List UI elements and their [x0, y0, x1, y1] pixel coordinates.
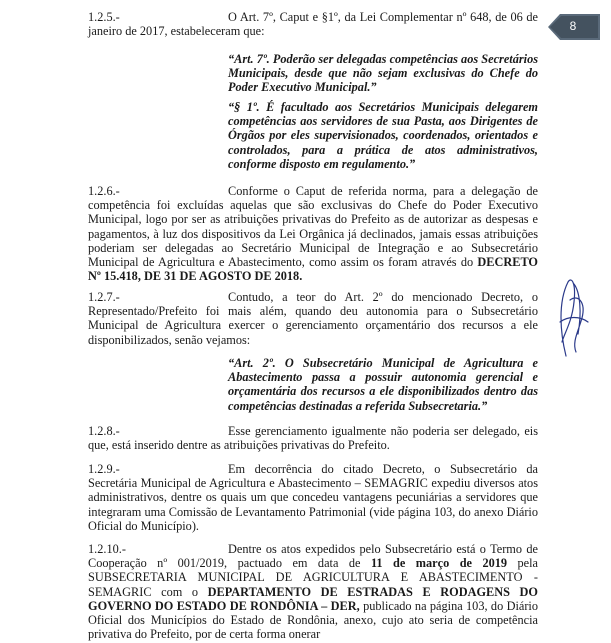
- section-text: Conforme o Caput de referida norma, para a delegação de competência foi excluídas aquelas que são exclusivas do Chefe do Poder Executivo Municipal, logo por ser as atribuições privativas do Prefeito as de autorizar as despesas e pagamentos, à luz dos dispositivos da Lei Orgânica já declinados, jamais essas atribuições poderiam ser delegadas ao Secretário Municipal de Integração e ao Subsecretário Municipal de Agricultura e Abastecimento, como assim os foram através do: [88, 184, 538, 270]
- section-1-2-8: [88, 424, 538, 452]
- section-1-2-7: [88, 290, 538, 347]
- section-1-2-5: [88, 10, 538, 38]
- page-number-tab: [548, 14, 600, 40]
- section-number: 1.2.9.-: [88, 462, 120, 476]
- section-number: 1.2.5.-: [88, 10, 120, 24]
- section-text: Em decorrência do citado Decreto, o Subsecretário da Secretária Municipal de Agricultura e Abastecimento – SEMAGRIC expediu diversos atos administrativos, dentre os quais um que concedeu vantagens pecuniárias a servidores que integraram uma Comissão de Levantamento Patrimonial (vide página 103, do anexo Diário Oficial do Município).: [88, 462, 538, 533]
- section-text-3: publicado na página 103, do Diário Oficial dos Municípios do Estado de Rondônia, anexo, cujo ato seria de competência privativa do Prefeito, por de certa forma onerar: [88, 598, 538, 642]
- quote-art-7: “Art. 7º. Poderão ser delegadas competências aos Secretários Municipais, desde que não sejam exclusivas do Chefe do Poder Executivo Municipal.”: [228, 52, 538, 95]
- section-number: 1.2.8.-: [88, 424, 120, 438]
- signature-mark: [552, 272, 592, 362]
- section-text: Esse gerenciamento igualmente não poderia ser delegado, eis que, está inserido dentre as atribuições privativas do Prefeito.: [88, 424, 538, 453]
- section-number: 1.2.6.-: [88, 184, 120, 198]
- der-highlight: DEPARTAMENTO DE ESTRADAS E RODAGENS DO GOVERNO DO ESTADO DE RONDÔNIA – DER,: [88, 584, 538, 613]
- section-text-2: pela SUBSECRETARIA MUNICIPAL DE AGRICULTURA E ABASTECIMENTO - SEMAGRIC com o: [88, 556, 538, 599]
- section-text: Contudo, a teor do Art. 2º do mencionado Decreto, o Representado/Prefeito foi mais além, quando deu autonomia para o Subsecretário Municipal de Agricultura exercer o gerenciamento orçamentário dos recursos a ele disponibilizados, senão vejamos:: [88, 290, 538, 347]
- section-number: 1.2.10.-: [88, 542, 126, 556]
- section-1-2-10: [88, 542, 538, 641]
- decree-reference: DECRETO Nº 15.418, DE 31 DE AGOSTO DE 2018.: [88, 255, 538, 284]
- section-1-2-6: [88, 184, 538, 283]
- section-text: Dentre os atos expedidos pelo Subsecretário está o Termo de Cooperação nº 001/2019, pactuado em data de: [88, 542, 538, 571]
- page-number: 8: [569, 19, 577, 33]
- quote-art-2: “Art. 2º. O Subsecretário Municipal de Agricultura e Abastecimento passa a possuir autonomia gerencial e orçamentária dos recursos a ele disponibilizados dentro das competências destinadas a referida Subsecretaria.”: [228, 356, 538, 413]
- section-number: 1.2.7.-: [88, 290, 120, 304]
- quote-paragraph-1: “§ 1º. É facultado aos Secretários Municipais delegarem competências aos servidores de sua Pasta, aos Dirigentes de Órgãos por eles supervisionados, coordenados, orientados e controlados, para a prática de atos administrativos, conforme disposto em regulamento.”: [228, 100, 538, 171]
- date-highlight: 11 de março de 2019: [370, 556, 508, 571]
- section-1-2-9: [88, 462, 538, 533]
- section-text: O Art. 7º, Caput e §1º, da Lei Complementar nº 648, de 06 de janeiro de 2017, estabeleceram que:: [88, 10, 538, 39]
